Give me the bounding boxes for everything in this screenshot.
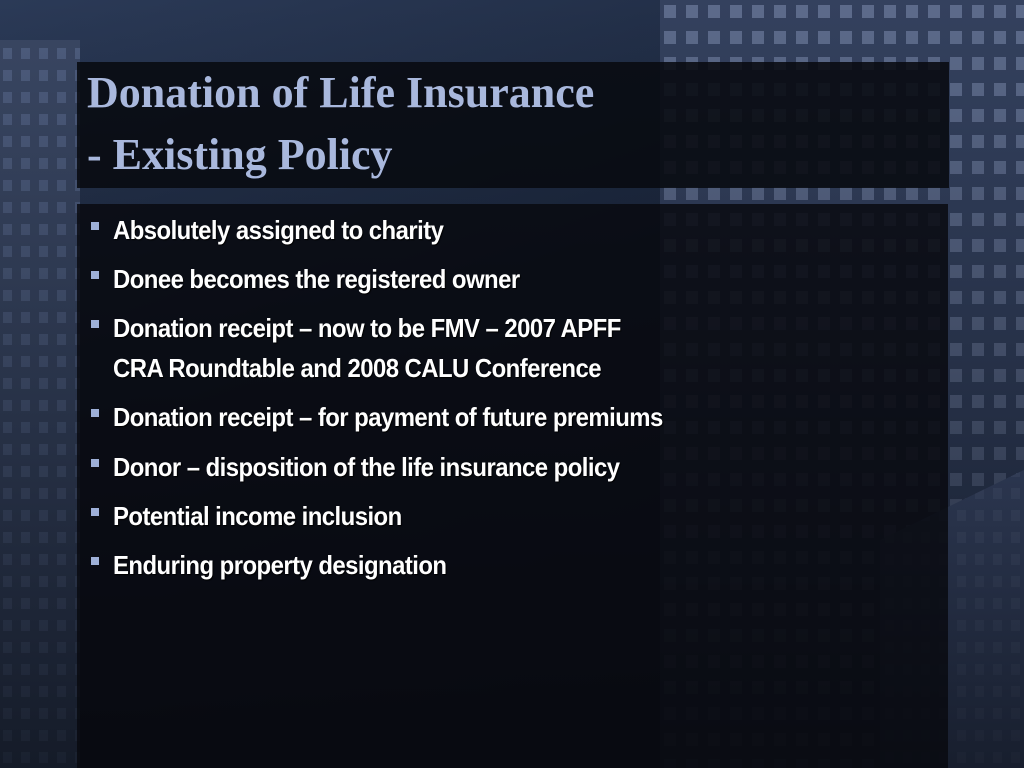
square-bullet-icon	[91, 409, 99, 417]
bullet-text: Donation receipt – for payment of future premiums	[113, 402, 663, 432]
square-bullet-icon	[91, 222, 99, 230]
slide-title: Donation of Life Insurance	[87, 68, 595, 117]
square-bullet-icon	[91, 557, 99, 565]
bullet-text: Enduring property designation	[113, 550, 447, 580]
square-bullet-icon	[91, 508, 99, 516]
square-bullet-icon	[91, 271, 99, 279]
title-panel	[77, 62, 949, 188]
bullet-text: Donor – disposition of the life insurance policy	[113, 452, 620, 482]
bullet-text: Donee becomes the registered owner	[113, 264, 520, 294]
content-panel	[77, 204, 948, 768]
square-bullet-icon	[91, 459, 99, 467]
slide-subtitle: - Existing Policy	[87, 130, 393, 179]
bullet-text: Absolutely assigned to charity	[113, 215, 444, 245]
bullet-text: Donation receipt – now to be FMV – 2007 APFF	[113, 313, 621, 343]
bullet-text-continuation: CRA Roundtable and 2008 CALU Conference	[113, 353, 601, 383]
square-bullet-icon	[91, 320, 99, 328]
bullet-text: Potential income inclusion	[113, 501, 402, 531]
